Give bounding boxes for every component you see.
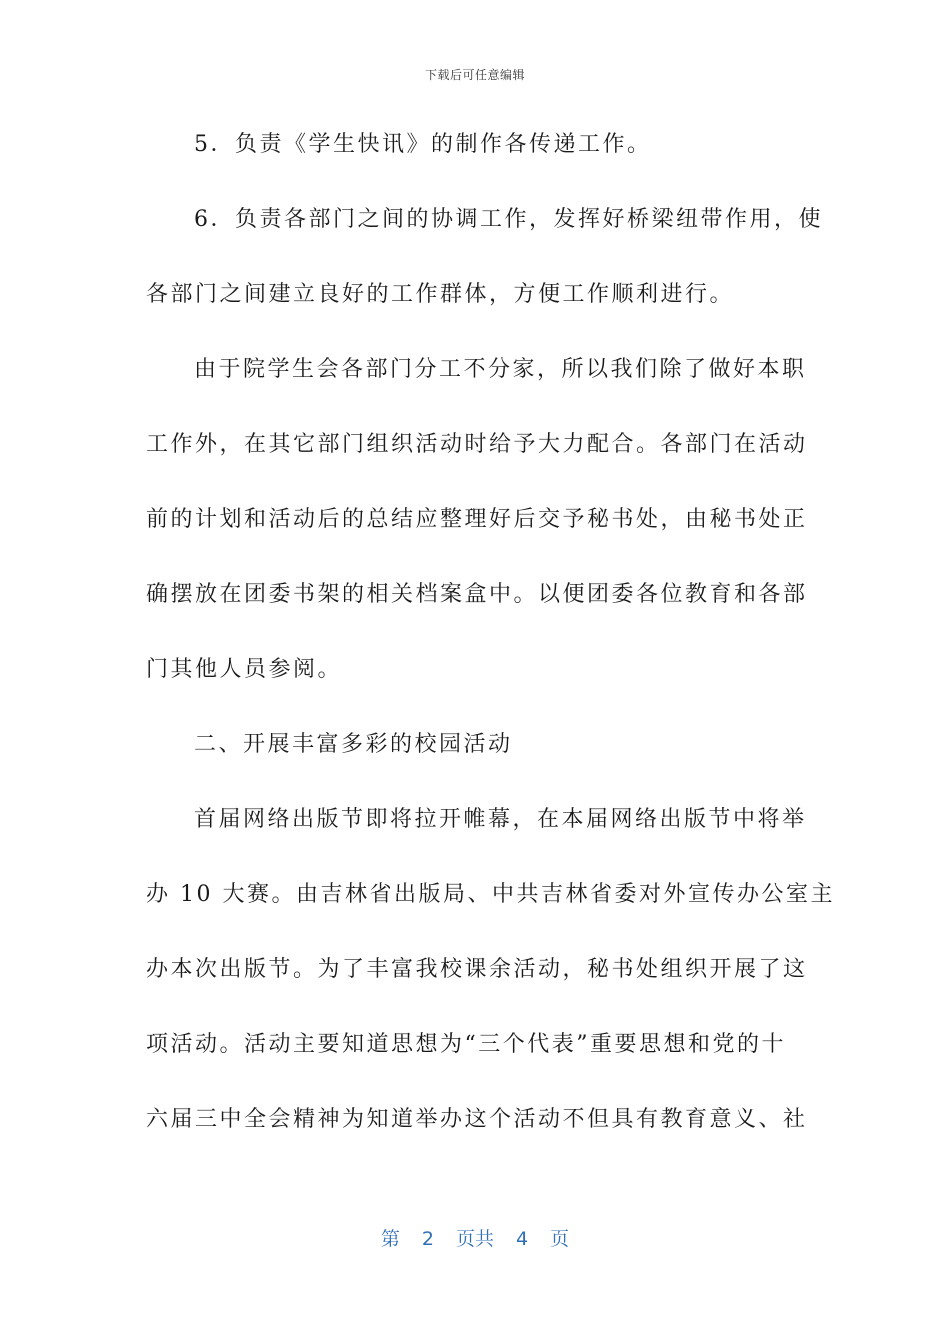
paragraph-line: 六届三中全会精神为知道举办这个活动不但具有教育意义、社 bbox=[146, 1107, 808, 1132]
page-number: 2 bbox=[421, 1228, 434, 1250]
paragraph-line: 办本次出版节。为了丰富我校课余活动，秘书处组织开展了这 bbox=[146, 957, 808, 982]
section-heading: 二、开展丰富多彩的校园活动 bbox=[194, 732, 513, 757]
paragraph-line: 6．负责各部门之间的协调工作，发挥好桥梁纽带作用，使 bbox=[194, 207, 823, 232]
paragraph-line: 工作外，在其它部门组织活动时给予大力配合。各部门在活动 bbox=[146, 432, 808, 457]
page-label-mid: 页共 bbox=[455, 1228, 494, 1250]
page-footer bbox=[0, 1224, 950, 1251]
paragraph-line: 项活动。活动主要知道思想为“三个代表”重要思想和党的十 bbox=[146, 1032, 786, 1057]
paragraph-line: 5．负责《学生快讯》的制作各传递工作。 bbox=[194, 132, 652, 157]
document-body bbox=[146, 120, 835, 1170]
paragraph-line: 门其他人员参阅。 bbox=[146, 657, 343, 682]
paragraph-line: 办 10 大赛。由吉林省出版局、中共吉林省委对外宣传办公室主 bbox=[146, 882, 835, 907]
page-header: 下载后可任意编辑 bbox=[424, 68, 525, 82]
total-pages: 4 bbox=[516, 1228, 529, 1250]
paragraph-line: 各部门之间建立良好的工作群体，方便工作顺利进行。 bbox=[146, 282, 735, 307]
paragraph-line: 前的计划和活动后的总结应整理好后交予秘书处，由秘书处正 bbox=[146, 507, 808, 532]
page-label-suffix: 页 bbox=[550, 1228, 570, 1250]
paragraph-line: 由于院学生会各部门分工不分家，所以我们除了做好本职 bbox=[194, 357, 807, 382]
paragraph-line: 首届网络出版节即将拉开帷幕，在本届网络出版节中将举 bbox=[194, 807, 807, 832]
paragraph-line: 确摆放在团委书架的相关档案盒中。以便团委各位教育和各部 bbox=[146, 582, 808, 607]
page-label-prefix: 第 bbox=[380, 1228, 400, 1250]
